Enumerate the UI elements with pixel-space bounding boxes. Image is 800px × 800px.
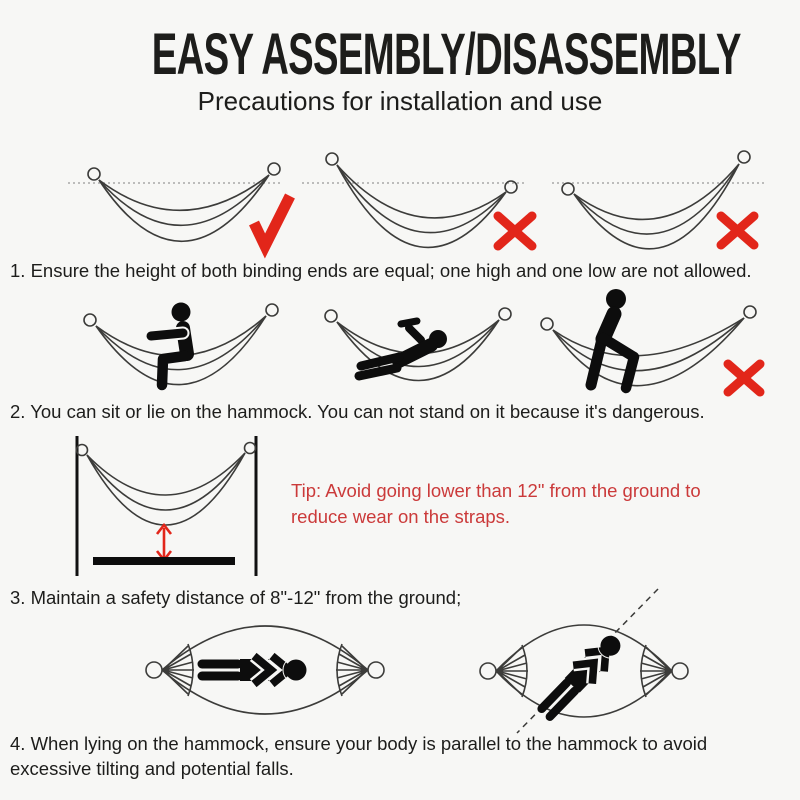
tip-line-1: Tip: Avoid going lower than 12" from the ground to (291, 480, 701, 501)
hammock-side-view (77, 443, 256, 526)
hammock-side-view (326, 153, 517, 247)
step-3-text: 3. Maintain a safety distance of 8"-12" from the ground; (10, 587, 462, 608)
step-1-text: 1. Ensure the height of both binding ends are equal; one high and one low are not allowed. (10, 260, 752, 281)
hammock-level-diagram (52, 147, 292, 257)
tip-text (291, 478, 791, 530)
top-view-parallel-diagram (140, 612, 390, 724)
person-lying-parallel-figure (202, 656, 309, 684)
step-4-line-1: 4. When lying on the hammock, ensure your body is parallel to the hammock to avoid (10, 733, 708, 754)
ground-clearance-diagram (60, 428, 290, 588)
x-icon (728, 364, 760, 392)
top-view-diagonal-diagram (460, 585, 770, 745)
page-title: EASY ASSEMBLY/DISASSEMBLY (151, 22, 741, 87)
ground-bar (93, 557, 235, 565)
step-4-line-2: excessive tilting and potential falls. (10, 758, 294, 779)
step-4-text (10, 731, 770, 781)
tip-line-2: reduce wear on the straps. (291, 506, 511, 527)
person-lying-diagram (315, 290, 560, 400)
page-subtitle: Precautions for installation and use (197, 86, 603, 116)
x-icon (721, 216, 754, 245)
standing-person-figure (591, 289, 634, 388)
hammock-side-view (541, 306, 756, 386)
hammock-side-view (562, 151, 750, 249)
person-lying-diagonal-figure (536, 628, 628, 722)
step-2-text: 2. You can sit or lie on the hammock. You can not stand on it because it's dangerous. (10, 401, 705, 422)
lying-person-figure (359, 321, 447, 376)
person-standing-diagram (535, 282, 785, 402)
sitting-person-figure (151, 303, 191, 386)
hammock-right-high-diagram (548, 147, 788, 257)
hammock-left-high-diagram (300, 147, 540, 257)
double-arrow-icon (157, 525, 171, 560)
x-icon (498, 216, 532, 246)
checkmark-icon (254, 196, 290, 246)
person-sitting-diagram (60, 290, 290, 400)
